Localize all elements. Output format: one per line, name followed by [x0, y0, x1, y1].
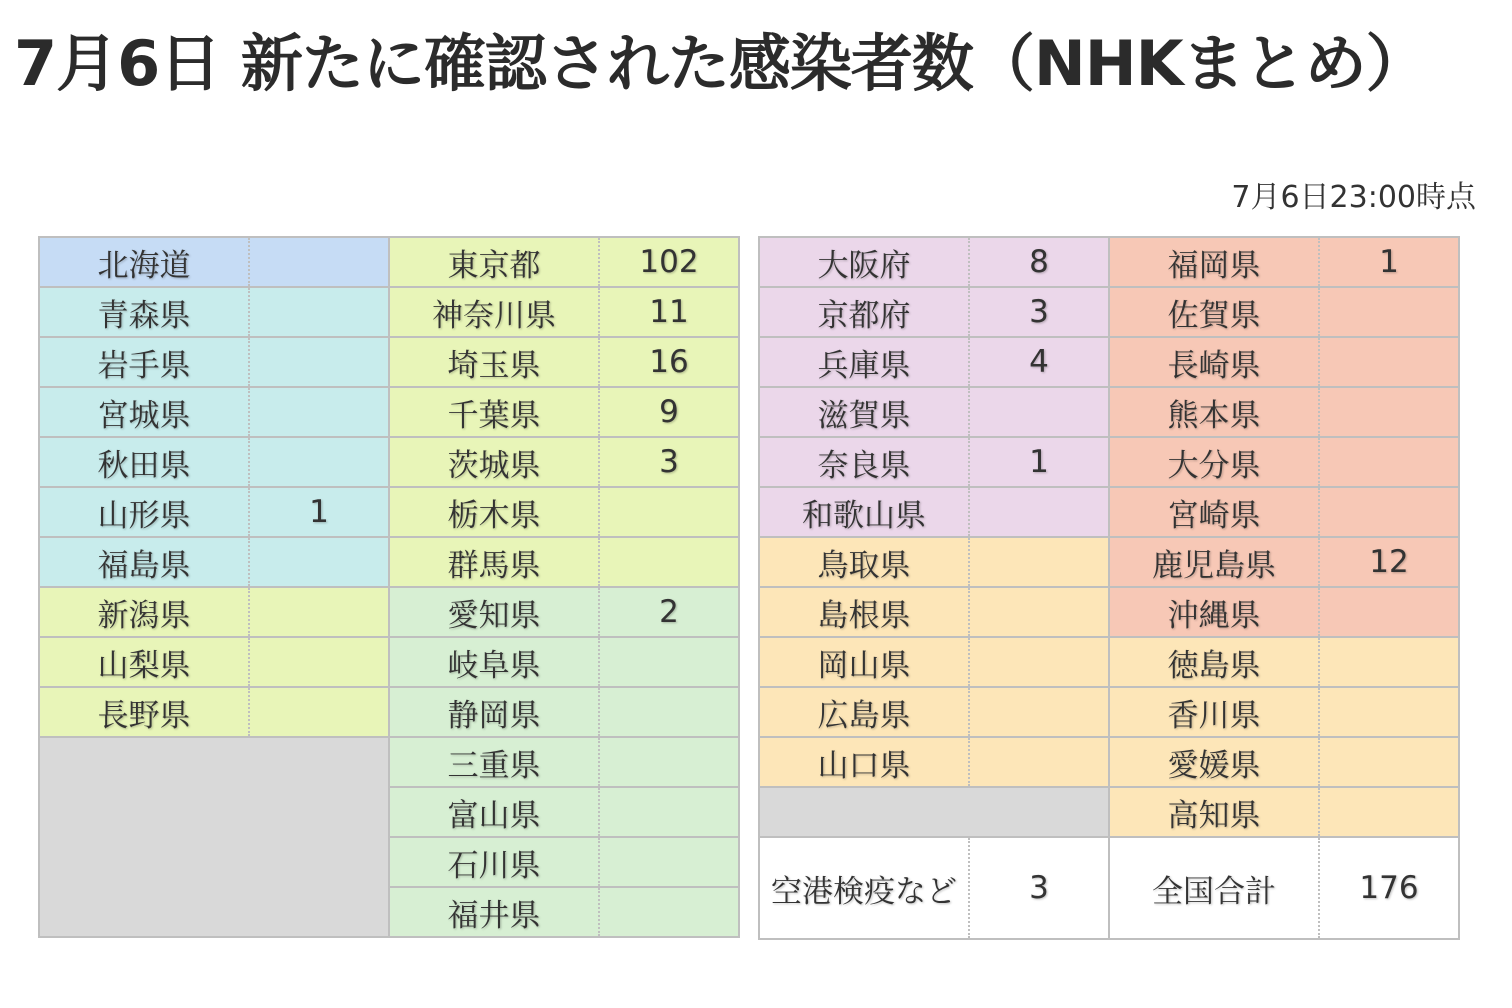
- prefecture-name: 福島県: [39, 537, 249, 587]
- prefecture-name: 滋賀県: [759, 387, 969, 437]
- prefecture-name: 長野県: [39, 687, 249, 737]
- prefecture-name: 千葉県: [389, 387, 599, 437]
- prefecture-name: 富山県: [389, 787, 599, 837]
- prefecture-name: 和歌山県: [759, 487, 969, 537]
- summary-row: [759, 837, 1459, 939]
- prefecture-name: 青森県: [39, 287, 249, 337]
- prefecture-name: 北海道: [39, 237, 249, 287]
- case-count: [599, 537, 739, 587]
- case-count: [249, 637, 389, 687]
- table-row: [39, 437, 739, 487]
- case-count: [249, 287, 389, 337]
- table-row: [39, 537, 739, 587]
- table-row: [39, 337, 739, 387]
- prefecture-name: 愛知県: [389, 587, 599, 637]
- prefecture-name: 徳島県: [1109, 637, 1319, 687]
- case-count: [1319, 787, 1459, 837]
- table-row: [759, 587, 1459, 637]
- table-row: [759, 787, 1459, 837]
- prefecture-name: 佐賀県: [1109, 287, 1319, 337]
- case-count: [969, 637, 1109, 687]
- case-count: 8: [969, 237, 1109, 287]
- table-row: [39, 687, 739, 737]
- table-row: [759, 537, 1459, 587]
- case-count: [1319, 637, 1459, 687]
- case-count: 3: [969, 287, 1109, 337]
- case-count: [599, 837, 739, 887]
- table-row: [759, 237, 1459, 287]
- prefecture-name: 栃木県: [389, 487, 599, 537]
- case-count: [1319, 487, 1459, 537]
- table-row: [39, 387, 739, 437]
- case-count: 1: [969, 437, 1109, 487]
- table-row: [759, 437, 1459, 487]
- case-count: [599, 487, 739, 537]
- case-count: 4: [969, 337, 1109, 387]
- case-count: [1319, 687, 1459, 737]
- case-count: [969, 737, 1109, 787]
- table-row: [39, 237, 739, 287]
- case-count: [1319, 437, 1459, 487]
- prefecture-name: 長崎県: [1109, 337, 1319, 387]
- table-row: [39, 487, 739, 537]
- case-count: [249, 587, 389, 637]
- table-row: [759, 737, 1459, 787]
- prefecture-name: 岐阜県: [389, 637, 599, 687]
- prefecture-name: 群馬県: [389, 537, 599, 587]
- case-count: 102: [599, 237, 739, 287]
- table-row: [759, 487, 1459, 537]
- case-count: 2: [599, 587, 739, 637]
- prefecture-name: 大阪府: [759, 237, 969, 287]
- table-row: [39, 737, 739, 787]
- prefecture-name: 愛媛県: [1109, 737, 1319, 787]
- prefecture-name: 鹿児島県: [1109, 537, 1319, 587]
- case-count: [599, 687, 739, 737]
- prefecture-name: 新潟県: [39, 587, 249, 637]
- case-count: 16: [599, 337, 739, 387]
- prefecture-name: 兵庫県: [759, 337, 969, 387]
- prefecture-name: 福井県: [389, 887, 599, 937]
- case-count: [969, 387, 1109, 437]
- case-count: [969, 537, 1109, 587]
- blank-cell: [39, 737, 389, 937]
- prefecture-name: 香川県: [1109, 687, 1319, 737]
- table-row: [759, 637, 1459, 687]
- prefecture-name: 東京都: [389, 237, 599, 287]
- prefecture-name: 福岡県: [1109, 237, 1319, 287]
- national-total-label: 全国合計: [1109, 837, 1319, 939]
- prefecture-name: 静岡県: [389, 687, 599, 737]
- prefecture-name: 岡山県: [759, 637, 969, 687]
- prefecture-name: 大分県: [1109, 437, 1319, 487]
- table-row: [39, 637, 739, 687]
- prefecture-name: 山形県: [39, 487, 249, 537]
- prefecture-name: 沖縄県: [1109, 587, 1319, 637]
- prefecture-name: 山梨県: [39, 637, 249, 687]
- prefecture-name: 宮崎県: [1109, 487, 1319, 537]
- prefecture-name: 秋田県: [39, 437, 249, 487]
- case-count: [249, 237, 389, 287]
- case-count: [599, 637, 739, 687]
- timestamp: 7月6日23:00時点: [1231, 180, 1476, 215]
- page-title: 7月6日 新たに確認された感染者数（NHKまとめ）: [14, 27, 1427, 100]
- right-prefecture-table: [758, 236, 1460, 940]
- case-count: [249, 387, 389, 437]
- case-count: [969, 587, 1109, 637]
- case-count: [599, 737, 739, 787]
- national-total-value: 176: [1319, 837, 1459, 939]
- case-count: 1: [1319, 237, 1459, 287]
- case-count: [1319, 387, 1459, 437]
- case-count: [249, 687, 389, 737]
- prefecture-name: 奈良県: [759, 437, 969, 487]
- airport-quarantine-label: 空港検疫など: [759, 837, 969, 939]
- prefecture-name: 京都府: [759, 287, 969, 337]
- case-count: [599, 887, 739, 937]
- case-count: [1319, 737, 1459, 787]
- prefecture-name: 山口県: [759, 737, 969, 787]
- case-count: [969, 687, 1109, 737]
- prefecture-name: 三重県: [389, 737, 599, 787]
- case-count: 1: [249, 487, 389, 537]
- case-count: [1319, 587, 1459, 637]
- table-row: [759, 337, 1459, 387]
- airport-quarantine-value: 3: [969, 837, 1109, 939]
- case-count: 11: [599, 287, 739, 337]
- case-count: [249, 437, 389, 487]
- prefecture-name: 宮城県: [39, 387, 249, 437]
- case-count: [599, 787, 739, 837]
- prefecture-name: 埼玉県: [389, 337, 599, 387]
- table-row: [39, 587, 739, 637]
- table-row: [39, 287, 739, 337]
- prefecture-name: 鳥取県: [759, 537, 969, 587]
- prefecture-name: 熊本県: [1109, 387, 1319, 437]
- prefecture-name: 茨城県: [389, 437, 599, 487]
- table-row: [759, 287, 1459, 337]
- prefecture-name: 高知県: [1109, 787, 1319, 837]
- case-count: 9: [599, 387, 739, 437]
- case-count: [249, 337, 389, 387]
- table-row: [759, 687, 1459, 737]
- prefecture-name: 岩手県: [39, 337, 249, 387]
- case-count: [1319, 287, 1459, 337]
- blank-cell: [759, 787, 1109, 837]
- prefecture-name: 石川県: [389, 837, 599, 887]
- prefecture-name: 島根県: [759, 587, 969, 637]
- table-row: [759, 387, 1459, 437]
- prefecture-name: 神奈川県: [389, 287, 599, 337]
- case-count: [249, 537, 389, 587]
- case-count: [969, 487, 1109, 537]
- case-count: [1319, 337, 1459, 387]
- case-count: 3: [599, 437, 739, 487]
- left-prefecture-table: [38, 236, 740, 938]
- prefecture-name: 広島県: [759, 687, 969, 737]
- case-count: 12: [1319, 537, 1459, 587]
